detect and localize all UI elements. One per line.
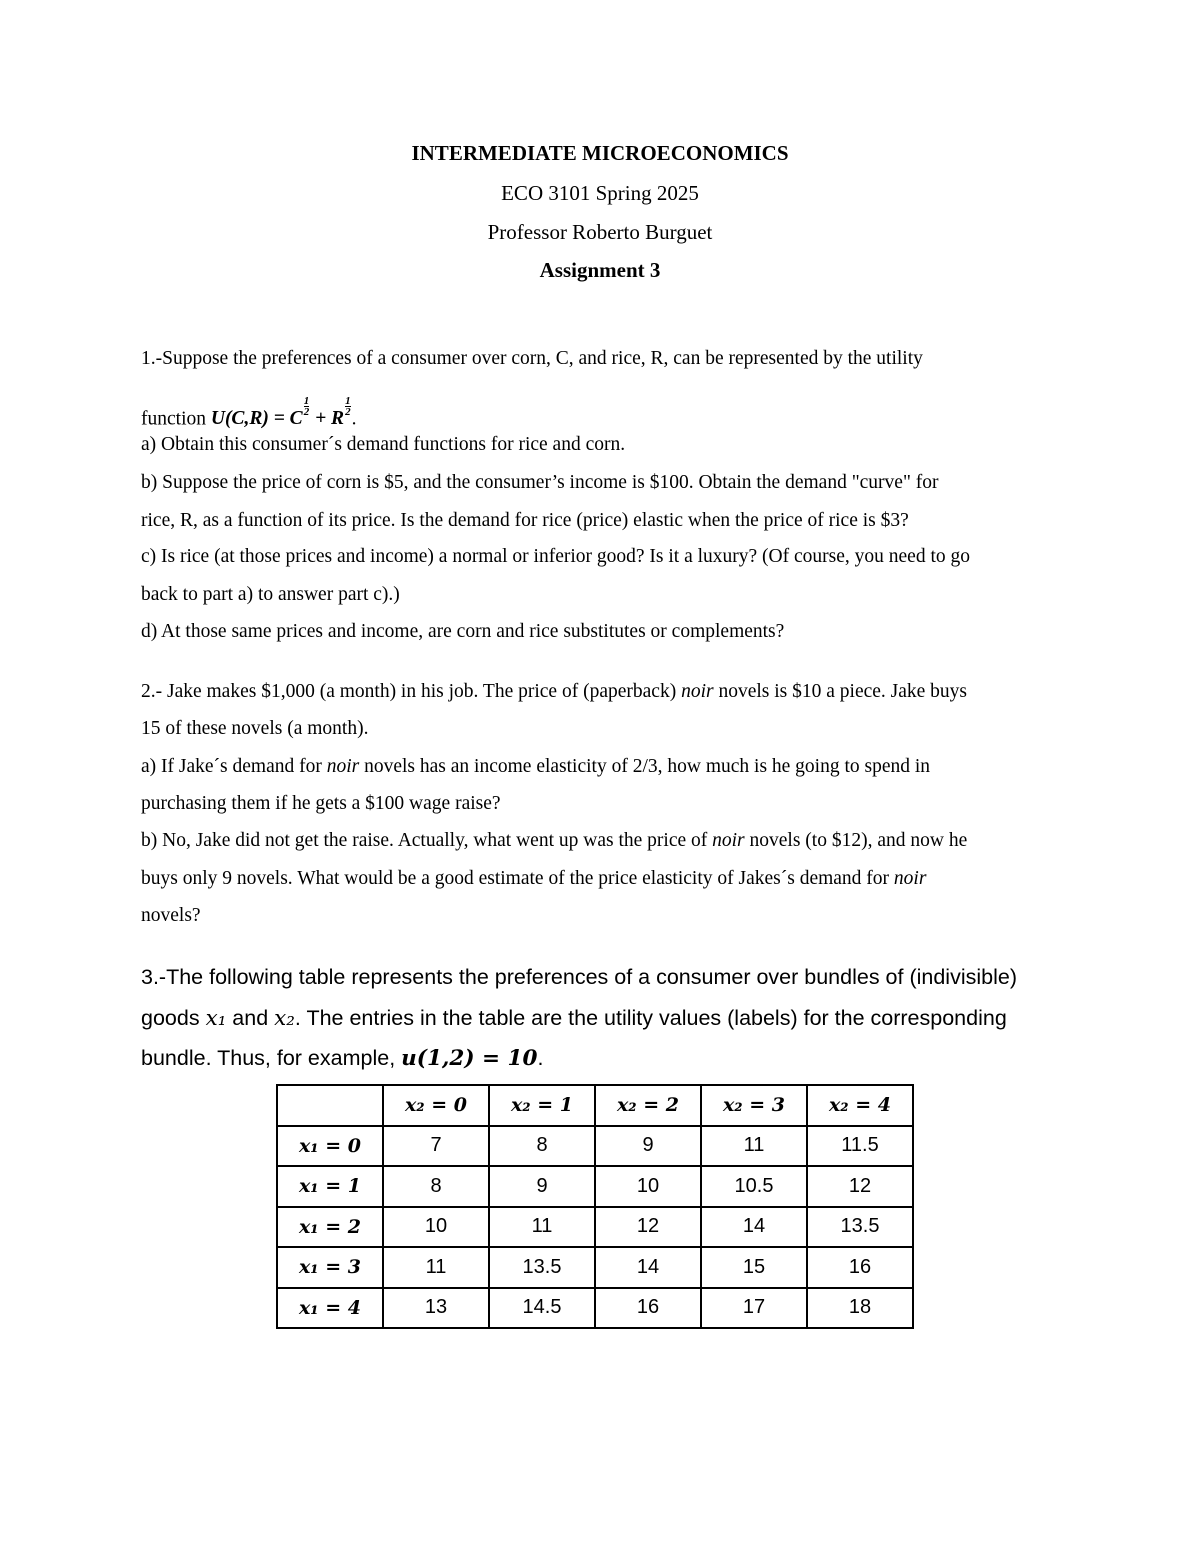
table-row	[277, 1126, 913, 1167]
table-cell: 11.5	[807, 1126, 913, 1167]
row-header: x₁ = 2	[277, 1207, 383, 1248]
table-row	[277, 1247, 913, 1288]
q3-line1: 3.-The following table represents the preferences of a consumer over bundles of (indivisible)	[141, 965, 1017, 989]
q2-part-a-line1	[141, 756, 930, 778]
table-cell: 13.5	[489, 1247, 595, 1288]
table-cell: 16	[595, 1288, 701, 1329]
column-header: x₂ = 2	[595, 1085, 701, 1126]
q3-line3	[141, 1046, 543, 1071]
q2a-text: a) If Jake´s demand for	[141, 756, 327, 777]
q2b-line2-noir-emphasis: noir	[893, 868, 927, 889]
table-cell: 11	[383, 1247, 489, 1288]
table-cell: 10	[595, 1166, 701, 1207]
q2a-text-end: novels has an income elasticity of 2/3, how much is he going to spend in	[359, 756, 931, 777]
table-cell: 10.5	[701, 1166, 807, 1207]
q2b-text-end: novels (to $12), and now he	[744, 830, 968, 851]
q3-line3-text: bundle. Thus, for example,	[141, 1046, 402, 1070]
table-cell: 14	[701, 1207, 807, 1248]
q3-line2-text: goods	[141, 1006, 206, 1030]
q2-line1	[141, 681, 967, 703]
table-row	[277, 1207, 913, 1248]
table-cell: 11	[701, 1126, 807, 1167]
q2a-noir-emphasis: noir	[326, 756, 360, 777]
q2-noir-emphasis: noir	[681, 681, 714, 702]
q1-part-b-line2: rice, R, as a function of its price. Is the demand for rice (price) elastic when the price of rice is $3?	[141, 510, 909, 531]
q2b-text: b) No, Jake did not get the raise. Actually, what went up was the price of	[141, 830, 713, 851]
column-header: x₂ = 0	[383, 1085, 489, 1126]
utility-table	[276, 1084, 914, 1329]
table-corner-cell	[277, 1085, 383, 1126]
utility-function-formula: U(C,R) = C $\frac{1}{2}$ + R $\frac{1}{2}$	[210, 395, 351, 430]
q3-x1-symbol: x₁	[205, 1006, 227, 1031]
q1-part-d: d) At those same prices and income, are corn and rice substitutes or complements?	[141, 621, 785, 642]
row-header: x₁ = 3	[277, 1247, 383, 1288]
table-row	[277, 1166, 913, 1207]
q1-part-a: a) Obtain this consumer´s demand functions for rice and corn.	[141, 434, 626, 455]
q2-part-a-line2: purchasing them if he gets a $100 wage raise?	[141, 793, 501, 814]
q1-part-c-line2: back to part a) to answer part c).)	[141, 584, 400, 605]
table-cell: 18	[807, 1288, 913, 1329]
row-header: x₁ = 0	[277, 1126, 383, 1167]
table-cell: 14	[595, 1247, 701, 1288]
q3-x2-symbol: x₂	[274, 1006, 295, 1031]
row-header: x₁ = 4	[277, 1288, 383, 1329]
column-header: x₂ = 3	[701, 1085, 807, 1126]
q2-part-b-line1	[141, 830, 967, 852]
q1-part-b-line1: b) Suppose the price of corn is $5, and the consumer’s income is $100. Obtain the demand "curve" for	[141, 472, 939, 493]
document-title: INTERMEDIATE MICROECONOMICS	[411, 141, 789, 165]
table-cell: 9	[489, 1166, 595, 1207]
q1-intro-line2: function U(C,R) = C $\frac{1}{2}$ + R $\frac{1}{2}$ .	[141, 395, 357, 430]
assignment-title: Assignment 3	[539, 258, 661, 282]
q2-part-b-line3: novels?	[141, 905, 201, 926]
table-cell: 12	[807, 1166, 913, 1207]
table-cell: 10	[383, 1207, 489, 1248]
table-cell: 8	[489, 1126, 595, 1167]
table-cell: 9	[595, 1126, 701, 1167]
course-info: ECO 3101 Spring 2025	[501, 181, 699, 205]
column-header: x₂ = 1	[489, 1085, 595, 1126]
table-cell: 14.5	[489, 1288, 595, 1329]
q3-line2-text-end: . The entries in the table are the utility values (labels) for the corresponding	[294, 1006, 1007, 1030]
row-header: x₁ = 1	[277, 1166, 383, 1207]
q2-line2: 15 of these novels (a month).	[141, 718, 369, 739]
q2b-noir-emphasis: noir	[712, 830, 745, 851]
q1-part-c-line1: c) Is rice (at those prices and income) a normal or inferior good? Is it a luxury? (Of course, you need to go	[141, 546, 970, 567]
table-cell: 11	[489, 1207, 595, 1248]
q3-line2-and: and	[226, 1006, 275, 1030]
q3-example-formula: u(1,2) = 10	[401, 1046, 538, 1071]
column-header: x₂ = 4	[807, 1085, 913, 1126]
table-cell: 15	[701, 1247, 807, 1288]
table-cell: 13.5	[807, 1207, 913, 1248]
professor-name: Professor Roberto Burguet	[487, 220, 713, 244]
q1-intro-line1: 1.-Suppose the preferences of a consumer over corn, C, and rice, R, can be represented by the utility	[141, 348, 923, 369]
table-cell: 13	[383, 1288, 489, 1329]
q2b-line2-text: buys only 9 novels. What would be a good estimate of the price elasticity of Jakes´s demand for	[141, 868, 894, 889]
q1-function-label: function	[141, 408, 211, 430]
q2-line1-text-end: novels is $10 a piece. Jake buys	[713, 681, 968, 702]
table-cell: 16	[807, 1247, 913, 1288]
q2-part-b-line2	[141, 868, 926, 890]
q3-line3-period: .	[537, 1046, 544, 1070]
q3-line2	[141, 1006, 1007, 1031]
table-cell: 17	[701, 1288, 807, 1329]
table-row	[277, 1288, 913, 1329]
table-cell: 12	[595, 1207, 701, 1248]
q2-line1-text: 2.- Jake makes $1,000 (a month) in his job. The price of (paperback)	[141, 681, 682, 702]
table-header-row	[277, 1085, 913, 1126]
table-cell: 7	[383, 1126, 489, 1167]
table-cell: 8	[383, 1166, 489, 1207]
